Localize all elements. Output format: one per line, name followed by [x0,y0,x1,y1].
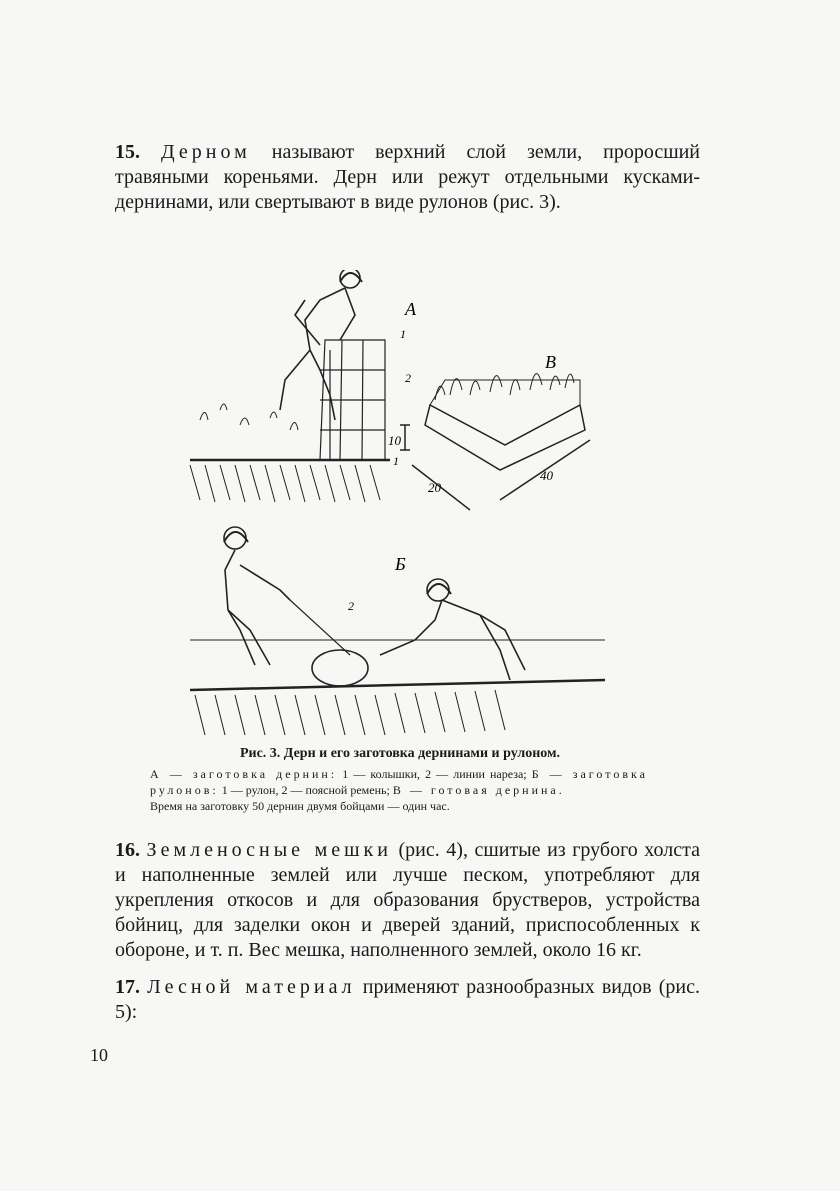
paragraph-15 [115,140,700,215]
paragraph-16-text: (рис. 4), сшитые из грубого холста и наполненные землей или лучше песком, употребляют для укрепления откосов и для образования брустверов, устройства бойниц, для заделки окон и дверей зданий, приспособленных к обороне, и т. п. Вес мешка, наполненного землей, около 16 кг. [115,839,701,961]
label-a-1-bottom: 1 [393,454,399,468]
legend-v-term: В — готовая дернина. [392,783,565,797]
label-a-1: 1 [400,327,406,341]
section-number-15: 15. [115,141,140,163]
term-dern: Дерном [161,141,251,163]
time-note: Время на заготовку 50 дернин двумя бойцами — один час. [150,799,450,813]
figure-caption: Рис. 3. Дерн и его заготовка дернинами и рулоном. [239,746,561,761]
dim-40: 40 [540,468,553,483]
dim-10: 10 [388,433,401,448]
label-b-2: 2 [348,599,354,613]
label-a: А [405,299,416,319]
figure-3-illustration [180,270,610,745]
dim-20: 20 [428,480,441,495]
label-b: Б [395,554,406,574]
section-number-16: 16. [115,839,140,861]
figure-a-scene [190,270,390,502]
paragraph-16 [115,838,700,963]
legend-a-term: А — заготовка дернин: [150,767,338,781]
term-zemlenosnye-meshki: Земленосные мешки [146,839,392,861]
paragraph-17-text: применяют разнообразных видов (рис. 5): [115,976,701,1023]
label-v: В [545,352,556,372]
label-a-2: 2 [405,371,411,385]
paragraph-15-text: называют верхний слой земли, проросший травяными кореньями. Дерн или режут отдельными кусками-дернинами, или свертывают в виде рулонов (рис. 3). [115,141,700,213]
legend-b-term: Б — заготовка рулонов: [150,767,649,797]
legend-a-text: 1 — колышки, 2 — линии нареза; [342,767,527,781]
term-lesnoy-material: Лесной материал [147,976,356,998]
legend-b-text: 1 — рулон, 2 — поясной ремень; [221,783,390,797]
page-number: 10 [90,1045,108,1065]
figure-legend [150,766,648,814]
paragraph-17 [115,975,700,1025]
section-number-17: 17. [115,976,140,998]
